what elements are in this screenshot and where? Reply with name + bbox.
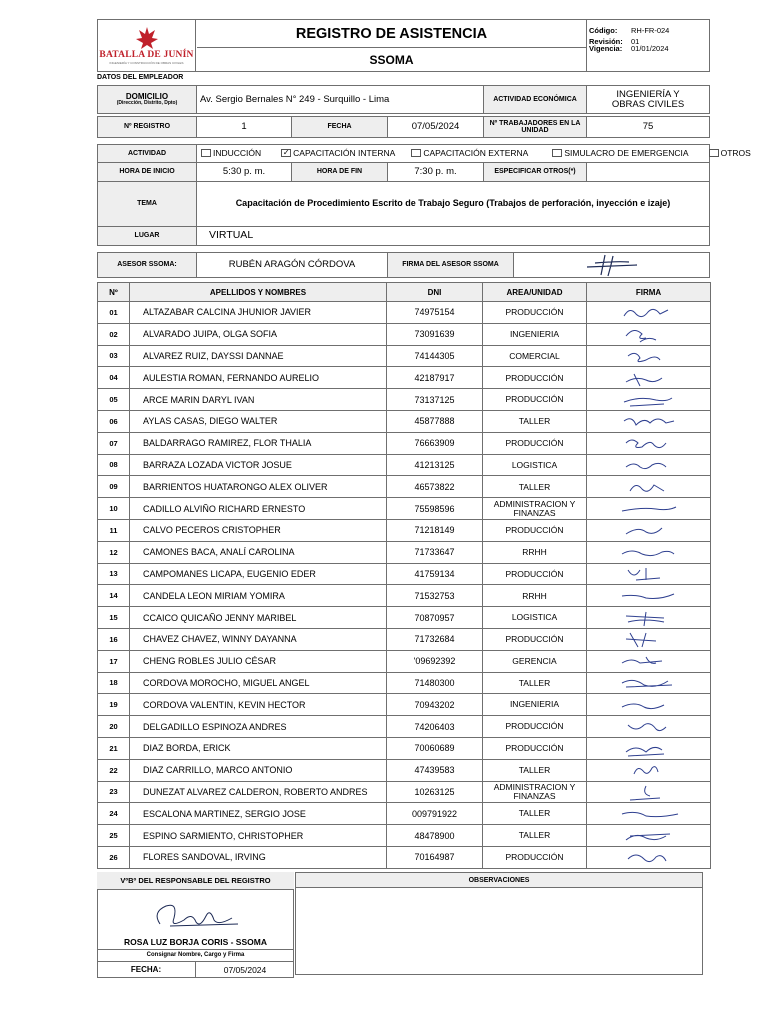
signature-icon: [616, 608, 682, 628]
row-name: ALVARADO JUIPA, OLGA SOFIA: [130, 323, 387, 345]
address-sublabel: (Dirección, Distrito, Dpto): [116, 100, 178, 107]
others-label: ESPECIFICAR OTROS(*): [483, 162, 587, 182]
date-value: 07/05/2024: [387, 116, 484, 138]
row-signature: [587, 694, 711, 716]
page-subtitle: SSOMA: [369, 52, 414, 67]
revision-value: 01: [631, 36, 640, 46]
option-checkbox[interactable]: [201, 149, 211, 157]
row-dni: 41213125: [387, 454, 483, 476]
row-dni: 73091639: [387, 323, 483, 345]
start-time-value: 5:30 p. m.: [196, 162, 292, 182]
activity-option-capacitacion-interna[interactable]: ✓ CAPACITACIÓN INTERNA: [282, 148, 396, 159]
row-dni: 70060689: [387, 737, 483, 759]
footer-date-value: 07/05/2024: [195, 961, 294, 978]
advisor-label: ASESOR SSOMA:: [97, 252, 197, 278]
row-number: 23: [98, 781, 130, 803]
topic-label: TEMA: [97, 181, 197, 227]
row-signature: [587, 825, 711, 847]
address-label-cell: [97, 85, 197, 114]
row-signature: [587, 454, 711, 476]
row-signature: [587, 345, 711, 367]
row-number: 26: [98, 846, 130, 868]
registry-label: Nº REGISTRO: [97, 116, 197, 138]
row-signature: [587, 541, 711, 563]
row-name: AYLAS CASAS, DIEGO WALTER: [130, 410, 387, 432]
row-dni: 74975154: [387, 302, 483, 324]
signature-icon: [616, 651, 682, 671]
row-signature: [587, 650, 711, 672]
row-number: 07: [98, 432, 130, 454]
row-signature: [587, 302, 711, 324]
row-area: INGENIERIA: [483, 323, 587, 345]
page-title: REGISTRO DE ASISTENCIA: [197, 20, 586, 48]
row-number: 10: [98, 498, 130, 520]
observations-label: OBSERVACIONES: [295, 872, 703, 888]
row-dni: 41759134: [387, 563, 483, 585]
employer-section-label: DATOS DEL EMPLEADOR: [97, 74, 184, 81]
table-row: [98, 476, 711, 498]
row-signature: [587, 759, 711, 781]
signature-icon: [616, 717, 682, 737]
row-area: PRODUCCIÓN: [483, 628, 587, 650]
row-signature: [587, 846, 711, 868]
table-row: [98, 628, 711, 650]
row-area: PRODUCCIÓN: [483, 389, 587, 411]
table-row: [98, 759, 711, 781]
row-signature: [587, 519, 711, 541]
row-name: AULESTIA ROMAN, FERNANDO AURELIO: [130, 367, 387, 389]
table-row: [98, 367, 711, 389]
row-name: CORDOVA VALENTIN, KEVIN HECTOR: [130, 694, 387, 716]
place-value: VIRTUAL: [196, 226, 710, 246]
table-row: [98, 432, 711, 454]
row-dni: 71218149: [387, 519, 483, 541]
row-dni: 71732684: [387, 628, 483, 650]
row-name: ESPINO SARMIENTO, CHRISTOPHER: [130, 825, 387, 847]
table-row: [98, 410, 711, 432]
row-signature: [587, 585, 711, 607]
footer-date-label: FECHA:: [97, 961, 195, 978]
signature-icon: [616, 477, 682, 497]
signature-icon: [616, 782, 682, 802]
end-time-label: HORA DE FIN: [291, 162, 388, 182]
row-dni: 74144305: [387, 345, 483, 367]
signature-icon: [140, 898, 250, 934]
row-number: 20: [98, 716, 130, 738]
option-checkbox[interactable]: [552, 149, 562, 157]
row-number: 18: [98, 672, 130, 694]
row-dni: 70164987: [387, 846, 483, 868]
table-row: [98, 389, 711, 411]
row-signature: [587, 628, 711, 650]
row-area: TALLER: [483, 476, 587, 498]
activity-option-simulacro[interactable]: SIMULACRO DE EMERGENCIA: [552, 149, 688, 158]
row-area: PRODUCCIÓN: [483, 367, 587, 389]
responsible-caption: Consignar Nombre, Cargo y Firma: [97, 949, 294, 961]
responsible-label: VºBº DEL RESPONSABLE DEL REGISTRO: [97, 872, 294, 890]
row-name: CCAICO QUICAÑO JENNY MARIBEL: [130, 607, 387, 629]
row-signature: [587, 410, 711, 432]
signature-icon: [616, 520, 682, 540]
validity-label: Vigencia:: [589, 44, 623, 53]
row-area: LOGISTICA: [483, 454, 587, 476]
table-row: [98, 541, 711, 563]
row-number: 12: [98, 541, 130, 563]
start-time-label: HORA DE INICIO: [97, 162, 197, 182]
row-number: 14: [98, 585, 130, 607]
signature-icon: [616, 564, 682, 584]
row-dni: 48478900: [387, 825, 483, 847]
row-number: 05: [98, 389, 130, 411]
row-signature: [587, 781, 711, 803]
table-row: [98, 825, 711, 847]
row-name: CANDELA LEON MIRIAM YOMIRA: [130, 585, 387, 607]
activity-economic-value: INGENIERÍA Y OBRAS CIVILES: [586, 85, 710, 114]
row-signature: [587, 323, 711, 345]
validity-value: 01/01/2024: [631, 44, 669, 53]
topic-value: Capacitación de Procedimiento Escrito de Trabajo Seguro (Trabajos de perforación, inyección e izaje): [196, 181, 710, 227]
row-signature: [587, 367, 711, 389]
document-control: [586, 20, 709, 71]
end-time-value: 7:30 p. m.: [387, 162, 484, 182]
row-area: TALLER: [483, 803, 587, 825]
row-number: 19: [98, 694, 130, 716]
signature-icon: [616, 411, 682, 431]
table-row: [98, 650, 711, 672]
row-dni: 71532753: [387, 585, 483, 607]
row-area: PRODUCCIÓN: [483, 432, 587, 454]
table-row: [98, 846, 711, 868]
option-checkbox[interactable]: ✓: [282, 148, 290, 158]
row-dni: 70870957: [387, 607, 483, 629]
signature-icon: [616, 629, 682, 649]
place-label: LUGAR: [97, 226, 197, 246]
row-signature: [587, 672, 711, 694]
table-row: [98, 519, 711, 541]
signature-icon: [616, 847, 682, 867]
row-name: CHAVEZ CHAVEZ, WINNY DAYANNA: [130, 628, 387, 650]
option-checkbox[interactable]: [411, 149, 421, 157]
table-row: [98, 302, 711, 324]
row-signature: [587, 607, 711, 629]
row-dni: 47439583: [387, 759, 483, 781]
row-dni: 73137125: [387, 389, 483, 411]
logo-subtitle: INGENIERÍA Y CONSTRUCCIÓN DE OBRAS CIVILES: [109, 61, 184, 65]
row-area: COMERCIAL: [483, 345, 587, 367]
row-name: BALDARRAGO RAMIREZ, FLOR THALIA: [130, 432, 387, 454]
row-name: ESCALONA MARTINEZ, SERGIO JOSE: [130, 803, 387, 825]
table-row: [98, 323, 711, 345]
column-signature: FIRMA: [587, 283, 711, 302]
column-dni: DNI: [387, 283, 483, 302]
row-number: 08: [98, 454, 130, 476]
date-label: FECHA: [291, 116, 388, 138]
signature-icon: [616, 760, 682, 780]
signature-icon: [577, 253, 647, 277]
signature-icon: [616, 738, 682, 758]
row-area: TALLER: [483, 825, 587, 847]
activity-option-induccion[interactable]: INDUCCIÓN: [201, 149, 261, 158]
column-area: AREA/UNIDAD: [483, 283, 587, 302]
row-name: CAMPOMANES LICAPA, EUGENIO EDER: [130, 563, 387, 585]
address-value: Av. Sergio Bernales N° 249 - Surquillo - Lima: [196, 85, 484, 114]
others-value: [586, 162, 710, 182]
company-logo: [98, 20, 196, 71]
row-signature: [587, 498, 711, 520]
signature-icon: [616, 695, 682, 715]
activity-option-otros[interactable]: OTROS: [709, 149, 751, 158]
row-area: PRODUCCIÓN: [483, 302, 587, 324]
advisor-signature: [513, 252, 710, 278]
row-dni: 71733647: [387, 541, 483, 563]
row-name: FLORES SANDOVAL, IRVING: [130, 846, 387, 868]
row-number: 21: [98, 737, 130, 759]
table-row: [98, 345, 711, 367]
row-area: TALLER: [483, 672, 587, 694]
row-number: 16: [98, 628, 130, 650]
row-number: 01: [98, 302, 130, 324]
table-header-row: [98, 283, 711, 302]
row-signature: [587, 716, 711, 738]
table-row: [98, 694, 711, 716]
row-area: LOGISTICA: [483, 607, 587, 629]
table-row: [98, 454, 711, 476]
row-name: CHENG ROBLES JULIO CÉSAR: [130, 650, 387, 672]
row-area: RRHH: [483, 541, 587, 563]
activity-options: [196, 144, 751, 163]
row-dni: 74206403: [387, 716, 483, 738]
row-number: 22: [98, 759, 130, 781]
row-area: GERENCIA: [483, 650, 587, 672]
registry-value: 1: [196, 116, 292, 138]
table-row: [98, 672, 711, 694]
row-area: INGENIERIA: [483, 694, 587, 716]
row-number: 09: [98, 476, 130, 498]
row-dni: 46573822: [387, 476, 483, 498]
row-dni: 71480300: [387, 672, 483, 694]
row-name: CAMONES BACA, ANALÍ CAROLINA: [130, 541, 387, 563]
row-number: 06: [98, 410, 130, 432]
row-area: TALLER: [483, 759, 587, 781]
signature-icon: [616, 324, 682, 344]
row-name: DUNEZAT ALVAREZ CALDERON, ROBERTO ANDRES: [130, 781, 387, 803]
signature-icon: [616, 455, 682, 475]
row-signature: [587, 563, 711, 585]
signature-icon: [616, 586, 682, 606]
signature-icon: [616, 673, 682, 693]
row-number: 24: [98, 803, 130, 825]
row-number: 11: [98, 519, 130, 541]
row-area: RRHH: [483, 585, 587, 607]
column-number: Nº: [98, 283, 130, 302]
row-signature: [587, 803, 711, 825]
signature-icon: [616, 302, 682, 322]
row-dni: 45877888: [387, 410, 483, 432]
row-number: 04: [98, 367, 130, 389]
row-number: 17: [98, 650, 130, 672]
row-name: CALVO PECEROS CRISTOPHER: [130, 519, 387, 541]
workers-value: 75: [586, 116, 710, 138]
row-name: DELGADILLO ESPINOZA ANDRES: [130, 716, 387, 738]
row-name: BARRIENTOS HUATARONGO ALEX OLIVER: [130, 476, 387, 498]
row-dni: 75598596: [387, 498, 483, 520]
row-area: PRODUCCIÓN: [483, 563, 587, 585]
signature-icon: [616, 433, 682, 453]
attendance-table: [97, 282, 711, 869]
row-area: ADMINISTRACION Y FINANZAS: [483, 498, 587, 520]
table-row: [98, 585, 711, 607]
attendance-rows: [98, 302, 711, 869]
activity-label: ACTIVIDAD: [97, 144, 197, 163]
code-label: Código:: [589, 26, 618, 35]
table-row: [98, 737, 711, 759]
revision-label: Revisión:: [589, 36, 623, 46]
row-area: PRODUCCIÓN: [483, 519, 587, 541]
table-row: [98, 803, 711, 825]
row-area: ADMINISTRACION Y FINANZAS: [483, 781, 587, 803]
row-signature: [587, 432, 711, 454]
row-dni: '09692392: [387, 650, 483, 672]
row-signature: [587, 476, 711, 498]
row-dni: 10263125: [387, 781, 483, 803]
option-checkbox[interactable]: [709, 149, 719, 157]
responsible-name: ROSA LUZ BORJA CORIS - SSOMA: [124, 937, 267, 947]
row-dni: 42187917: [387, 367, 483, 389]
logo-text: BATALLA DE JUNÍN: [99, 50, 194, 60]
row-dni: 009791922: [387, 803, 483, 825]
row-dni: 70943202: [387, 694, 483, 716]
column-name: APELLIDOS Y NOMBRES: [130, 283, 387, 302]
row-name: BARRAZA LOZADA VICTOR JOSUE: [130, 454, 387, 476]
row-number: 15: [98, 607, 130, 629]
advisor-value: RUBÉN ARAGÓN CÓRDOVA: [196, 252, 388, 278]
advisor-signature-label: FIRMA DEL ASESOR SSOMA: [387, 252, 514, 278]
row-number: 25: [98, 825, 130, 847]
row-name: DIAZ BORDA, ERICK: [130, 737, 387, 759]
address-label: DOMICILIO: [125, 91, 169, 101]
row-name: ARCE MARIN DARYL IVAN: [130, 389, 387, 411]
signature-icon: [616, 346, 682, 366]
signature-icon: [616, 804, 682, 824]
table-row: [98, 498, 711, 520]
signature-icon: [616, 368, 682, 388]
signature-icon: [616, 499, 682, 519]
table-row: [98, 716, 711, 738]
row-dni: 76663909: [387, 432, 483, 454]
signature-icon: [616, 390, 682, 410]
row-number: 03: [98, 345, 130, 367]
row-signature: [587, 737, 711, 759]
row-name: CADILLO ALVIÑO RICHARD ERNESTO: [130, 498, 387, 520]
row-number: 02: [98, 323, 130, 345]
activity-option-capacitacion-externa[interactable]: CAPACITACIÓN EXTERNA: [411, 149, 528, 158]
row-name: CORDOVA MOROCHO, MIGUEL ANGEL: [130, 672, 387, 694]
row-signature: [587, 389, 711, 411]
table-row: [98, 563, 711, 585]
workers-label: Nº TRABAJADORES EN LA UNIDAD: [483, 116, 587, 138]
table-row: [98, 607, 711, 629]
row-area: PRODUCCIÓN: [483, 737, 587, 759]
activity-economic-label: ACTIVIDAD ECONÓMICA: [483, 85, 587, 114]
row-area: PRODUCCIÓN: [483, 846, 587, 868]
table-row: [98, 781, 711, 803]
row-name: ALTAZABAR CALCINA JHUNIOR JAVIER: [130, 302, 387, 324]
flame-icon: [134, 26, 160, 50]
code-value: RH-FR-024: [631, 26, 670, 35]
row-number: 13: [98, 563, 130, 585]
row-name: DIAZ CARRILLO, MARCO ANTONIO: [130, 759, 387, 781]
row-name: ALVAREZ RUIZ, DAYSSI DANNAE: [130, 345, 387, 367]
responsible-signature: [140, 898, 250, 934]
row-area: TALLER: [483, 410, 587, 432]
signature-icon: [616, 542, 682, 562]
signature-icon: [616, 826, 682, 846]
row-area: PRODUCCIÓN: [483, 716, 587, 738]
